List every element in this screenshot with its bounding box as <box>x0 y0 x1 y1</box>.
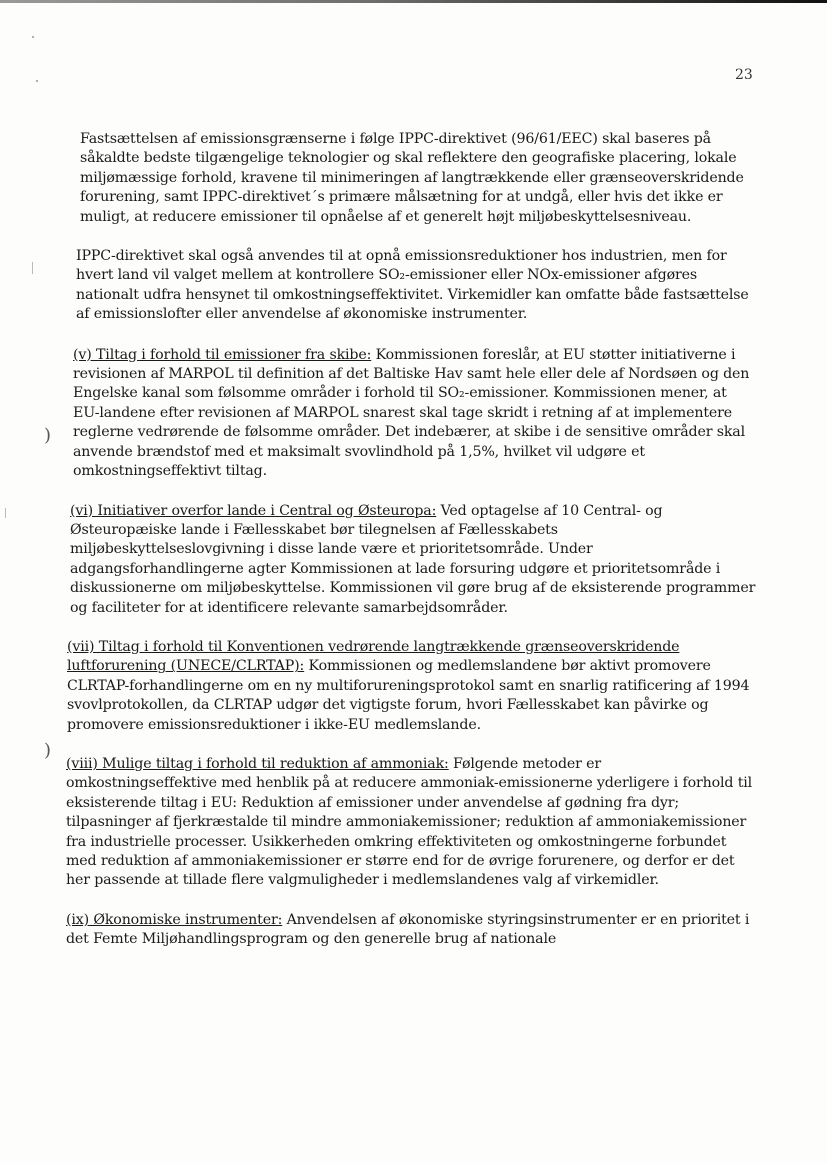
section-heading: (ix) Økonomiske instrumenter: <box>66 911 283 928</box>
paragraph-text: Ved optagelse af 10 Central- og Østeuropæiske lande i Fællesskabet bør tilegnelsen af Fællesskabets miljøbeskyttelseslovgivning i disse lande være et prioritetsområde. Under adgangsforhandlingerne agter Kommissionen at lade forsuring udgøre et prioritetsområde i diskussionerne om miljøbeskyttelse. Kommissionen vil gøre brug af de eksisterende programmer og faciliteter for at identificere relevante samarbejdsområder. <box>70 502 756 616</box>
scan-top-edge <box>0 0 827 3</box>
scan-speck <box>32 36 34 38</box>
section-heading: (vi) Initiativer overfor lande i Central og Østeuropa: <box>70 502 437 519</box>
margin-bracket: ) <box>44 740 52 761</box>
paragraph-text: Kommissionen foreslår, at EU støtter initiativerne i revisionen af MARPOL til definition af det Baltiske Hav samt hele eller dele af Nordsøen og den Engelske kanal som følsomme områder i forhold til SO₂-emissioner. Kommissionen mener, at EU-landene efter revisionen af MARPOL snarest skal tage skridt i retning af at implementere reglerne vedrørende de følsomme områder. Det indebærer, at skibe i de sensitive områder skal anvende brændstof med et maksimalt svovlindhold på 1,5%, hvilket vil udgøre et omkostningseffektivt tiltag. <box>73 346 750 480</box>
paragraph-text: Anvendelsen af økonomiske styringsinstrumenter er en prioritet i det Femte Miljøhandlingsprogram og den generelle brug af nationale <box>66 911 750 948</box>
scan-speck <box>36 80 38 82</box>
paragraph-ammonia <box>66 755 756 891</box>
paragraph-economic-instruments <box>66 911 756 950</box>
section-heading: (vii) Tiltag i forhold til Konventionen vedrørende langtrækkende grænseoverskridende luftforurening (UNECE/CLRTAP): <box>67 638 680 675</box>
paragraph-clrtap <box>66 638 756 735</box>
paragraph-ships <box>66 346 756 482</box>
paragraph-ippc-industry <box>66 247 756 325</box>
section-heading: (v) Tiltag i forhold til emissioner fra skibe: <box>73 346 372 363</box>
margin-bracket: ) <box>44 425 52 446</box>
document-body <box>66 130 756 970</box>
page-number: 23 <box>735 67 753 83</box>
paragraph-text: IPPC-direktivet skal også anvendes til at opnå emissionsreduktioner hos industrien, men for hvert land vil valget mellem at kontrollere SO₂-emissioner eller NOx-emissioner afgøres nationalt udfra hensynet til omkostningseffektivitet. Virkemidler kan omfatte både fastsættelse af emissionslofter eller anvendelse af økonomiske instrumenter. <box>76 248 749 323</box>
margin-mark <box>5 508 6 518</box>
paragraph-text: Fastsættelsen af emissionsgrænserne i følge IPPC-direktivet (96/61/EEC) skal baseres på såkaldte bedste tilgængelige teknologier og skal reflektere den geografiske placering, lokale miljømæssige forhold, kravene til minimeringen af langtrækkende eller grænseoverskridende forurening, samt IPPC-direktivet´s primære målsætning for at undgå, eller hvis det ikke er muligt, at reducere emissioner til opnåelse af et generelt højt miljøbeskyttelsesniveau. <box>80 131 744 225</box>
margin-mark <box>32 262 33 274</box>
section-heading: (viii) Mulige tiltag i forhold til reduktion af ammoniak: <box>66 755 449 772</box>
paragraph-text: Kommissionen og medlemslandene bør aktivt promovere CLRTAP-forhandlingerne om en ny multiforureningsprotokol samt en snarlig ratificering af 1994 svovlprotokollen, da CLRTAP udgør det vigtigste forum, hvori Fællesskabet kan påvirke og promovere emissionsreduktioner i ikke-EU medlemslande. <box>67 658 750 733</box>
paragraph-central-eastern-europe <box>66 502 756 618</box>
paragraph-text: Følgende metoder er omkostningseffektive med henblik på at reducere ammoniak-emissionerne yderligere i forhold til eksisterende tiltag i EU: Reduktion af emissioner under anvendelse af gødning fra dyr; tilpasninger af fjerkræstalde til mindre ammoniakemissioner; reduktion af ammoniakemissioner fra industrielle processer. Usikkerheden omkring effektiviteten og omkostningerne forbundet med reduktion af ammoniakemissioner er større end for de øvrige forurenere, og derfor er det her passende at tillade flere valgmuligheder i medlemslandenes valg af virkemidler. <box>66 755 753 889</box>
paragraph-emission-limits <box>66 130 756 227</box>
